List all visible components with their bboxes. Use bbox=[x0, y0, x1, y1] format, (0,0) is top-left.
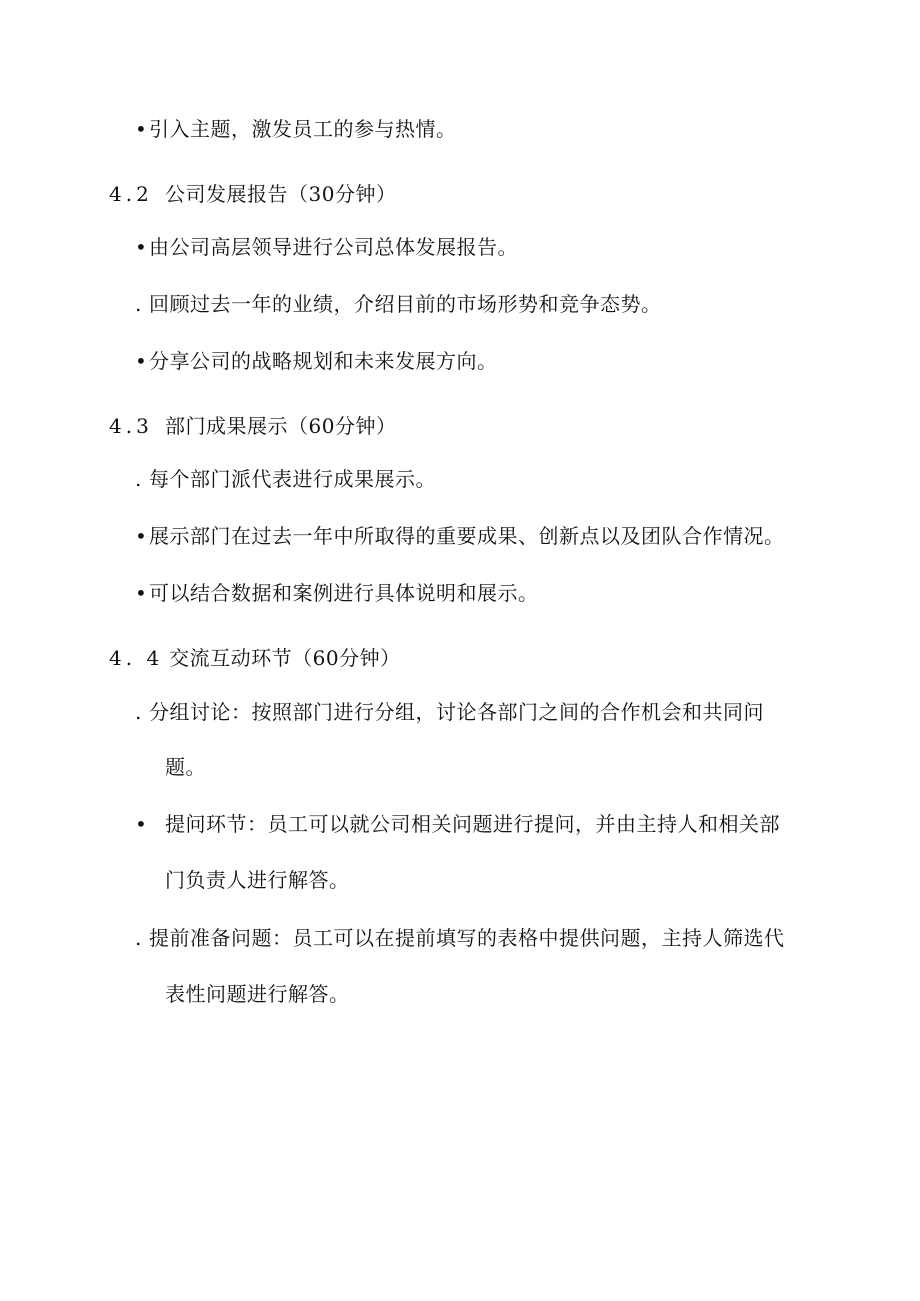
bullet-text: 分组讨论：按照部门进行分组，讨论各部门之间的合作机会和共同问 bbox=[149, 700, 764, 724]
bullet-text: 分享公司的战略规划和未来发展方向。 bbox=[149, 349, 498, 373]
section-heading bbox=[109, 180, 396, 208]
bullet-item bbox=[135, 924, 785, 952]
bullet-mark: . bbox=[135, 467, 142, 491]
bullet-mark: • bbox=[135, 581, 148, 605]
section-title: 公司发展报告（30分钟） bbox=[165, 182, 397, 206]
section-title: 交流互动环节（60分钟） bbox=[169, 646, 401, 670]
bullet-text: 门负责人进行解答。 bbox=[165, 868, 350, 892]
bullet-text: 每个部门派代表进行成果展示。 bbox=[149, 467, 436, 491]
bullet-continuation bbox=[165, 753, 206, 781]
bullet-item bbox=[135, 522, 785, 550]
bullet-item bbox=[135, 347, 498, 375]
bullet-text: 题。 bbox=[165, 755, 206, 779]
bullet-item bbox=[135, 465, 436, 493]
bullet-text: 展示部门在过去一年中所取得的重要成果、创新点以及团队合作情况。 bbox=[149, 524, 785, 548]
bullet-mark: • bbox=[135, 812, 148, 836]
section-number: 4.2 bbox=[109, 182, 153, 206]
bullet-text: 回顾过去一年的业绩，介绍目前的市场形势和竞争态势。 bbox=[149, 292, 662, 316]
section-number: 4. 4 bbox=[109, 646, 164, 670]
bullet-text: 表性问题进行解答。 bbox=[165, 982, 350, 1006]
bullet-mark: • bbox=[135, 117, 148, 141]
bullet-mark: . bbox=[135, 292, 142, 316]
bullet-text: 引入主题，激发员工的参与热情。 bbox=[149, 117, 457, 141]
bullet-text: 提前准备问题：员工可以在提前填写的表格中提供问题，主持人筛选代 bbox=[149, 926, 785, 950]
bullet-mark: • bbox=[135, 349, 148, 373]
bullet-item bbox=[135, 233, 518, 261]
bullet-continuation bbox=[165, 866, 350, 894]
section-title: 部门成果展示（60分钟） bbox=[165, 414, 397, 438]
bullet-item bbox=[135, 698, 764, 726]
bullet-item bbox=[135, 810, 780, 838]
bullet-text: 由公司高层领导进行公司总体发展报告。 bbox=[149, 235, 518, 259]
section-number: 4.3 bbox=[109, 414, 153, 438]
bullet-text: 可以结合数据和案例进行具体说明和展示。 bbox=[149, 581, 539, 605]
section-heading bbox=[109, 412, 396, 440]
bullet-text: 提问环节：员工可以就公司相关问题进行提问，并由主持人和相关部 bbox=[165, 812, 780, 836]
bullet-continuation bbox=[165, 980, 350, 1008]
bullet-item bbox=[135, 115, 457, 143]
bullet-mark: . bbox=[135, 700, 142, 724]
bullet-item bbox=[135, 579, 539, 607]
bullet-mark: • bbox=[135, 235, 148, 259]
bullet-mark: . bbox=[135, 926, 142, 950]
bullet-mark: • bbox=[135, 524, 148, 548]
bullet-item bbox=[135, 290, 662, 318]
section-heading bbox=[109, 644, 401, 672]
